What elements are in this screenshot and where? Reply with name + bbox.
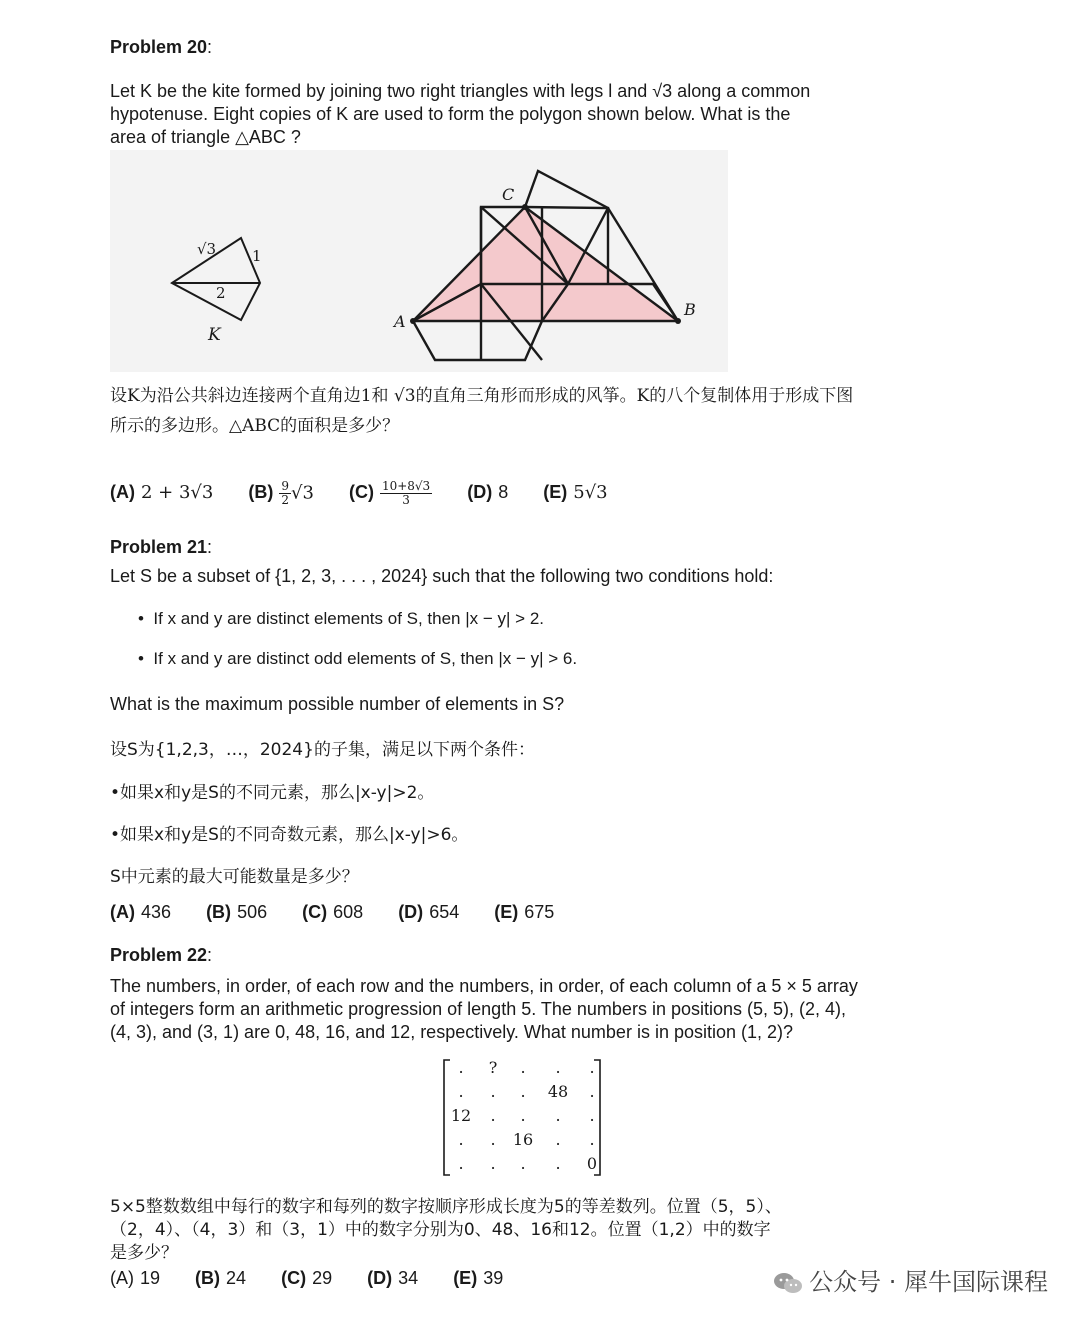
point-c bbox=[522, 204, 528, 210]
point-a bbox=[410, 318, 416, 324]
choice-d: (D) 34 bbox=[367, 1268, 419, 1288]
matrix-cell: . bbox=[555, 1106, 561, 1125]
matrix-cell: . bbox=[458, 1130, 464, 1149]
choice-d: (D) 8 bbox=[467, 482, 509, 503]
problem-20-choices bbox=[110, 480, 638, 507]
problem-21-title: Problem 21: bbox=[110, 537, 213, 557]
choice-d: (D) 654 bbox=[398, 902, 460, 922]
choice-b: (B) $\frac{9}{2}$ √3 bbox=[248, 479, 314, 507]
matrix-cell: . bbox=[589, 1106, 595, 1125]
matrix-cell: . bbox=[490, 1106, 496, 1125]
choice-e: (E) 675 bbox=[494, 902, 555, 922]
problem-22-zh-line-2: （2，4）、（4，3）和（3，1）中的数字分别为0、48、16和12。位置（1,2）中的数字 bbox=[110, 1220, 771, 1240]
problem-20-line-2: hypotenuse. Eight copies of K are used to form the polygon shown below. What is the bbox=[110, 104, 791, 124]
problem-21-bullet-1: • If x and y are distinct elements of S, then |x − y| > 2. bbox=[138, 609, 544, 628]
problem-21-choices bbox=[110, 902, 584, 923]
wechat-icon bbox=[773, 1271, 803, 1295]
matrix-cell: . bbox=[589, 1058, 595, 1077]
matrix-cell: ? bbox=[488, 1058, 498, 1077]
choice-b: (B) 24 bbox=[195, 1268, 247, 1288]
label-b: B bbox=[684, 300, 696, 319]
matrix-cell: 0 bbox=[586, 1154, 598, 1173]
choice-c: (C) $\frac{10+8√3}{3}$ bbox=[348, 479, 431, 507]
problem-22-zh-line-3: 是多少？ bbox=[110, 1243, 178, 1263]
matrix-cell: . bbox=[520, 1058, 526, 1077]
matrix-cell: . bbox=[490, 1154, 496, 1173]
problem-22-text bbox=[110, 975, 920, 1044]
problem-22-zh bbox=[110, 1196, 930, 1265]
matrix-cell: . bbox=[490, 1082, 496, 1101]
matrix-cell: . bbox=[458, 1058, 464, 1077]
matrix-cell: 16 bbox=[512, 1130, 534, 1149]
matrix-cell: . bbox=[458, 1154, 464, 1173]
problem-22-matrix bbox=[440, 1058, 610, 1178]
kite-label-K: K bbox=[208, 325, 221, 345]
problem-20-title: Problem 20: bbox=[110, 37, 213, 57]
matrix-cell: . bbox=[458, 1082, 464, 1101]
problem-20-line-3: area of triangle △ABC ? bbox=[110, 127, 301, 147]
label-a: A bbox=[394, 312, 406, 331]
problem-21-zh-question: S中元素的最大可能数量是多少？ bbox=[110, 867, 359, 887]
problem-20-line-1: Let K be the kite formed by joining two right triangles with legs l and √3 along a common bbox=[110, 81, 811, 101]
choice-c: (C) 29 bbox=[281, 1268, 333, 1288]
choice-c: (C) 608 bbox=[302, 902, 364, 922]
matrix-cell: . bbox=[520, 1082, 526, 1101]
matrix-cell: . bbox=[555, 1130, 561, 1149]
problem-22-line-3: (4, 3), and (3, 1) are 0, 48, 16, and 12, respectively. What number is in position (1, 2)? bbox=[110, 1022, 794, 1042]
kite-polygon bbox=[413, 171, 678, 360]
problem-20-figure bbox=[110, 150, 728, 372]
problem-22-zh-line-1: 5×5整数数组中每行的数字和每列的数字按顺序形成长度为5的等差数列。位置（5，5）、 bbox=[110, 1197, 782, 1217]
matrix-cell: . bbox=[490, 1130, 496, 1149]
label-c: C bbox=[502, 185, 515, 204]
problem-22-title: Problem 22: bbox=[110, 945, 213, 965]
kite-label-sqrt3: √3 bbox=[197, 240, 217, 258]
matrix-cell: . bbox=[589, 1082, 595, 1101]
problem-20-zh-line-2: 所示的多边形。△ABC的面积是多少？ bbox=[110, 416, 400, 436]
matrix-cell: . bbox=[589, 1130, 595, 1149]
kite-label-1: 1 bbox=[252, 247, 262, 265]
matrix-cell: 48 bbox=[547, 1082, 569, 1101]
kite-label-2: 2 bbox=[216, 284, 226, 302]
problem-20-text bbox=[110, 80, 920, 149]
problem-20-zh-line-1: 设K为沿公共斜边连接两个直角边1和 √3的直角三角形而形成的风筝。K的八个复制体用于形成下图 bbox=[110, 386, 854, 406]
choice-e: (E) 5√3 bbox=[543, 482, 608, 504]
problem-22-line-1: The numbers, in order, of each row and the numbers, in order, of each column of a 5 × 5 array bbox=[110, 976, 858, 996]
problem-21-bullet-2: • If x and y are distinct odd elements of S, then |x − y| > 6. bbox=[138, 649, 578, 668]
problem-22-choices bbox=[110, 1268, 533, 1289]
problem-21-zh-bullet-2: •如果x和y是S的不同奇数元素，那么|x-y|>6。 bbox=[110, 825, 469, 845]
problem-21-zh-intro: 设S为{1,2,3，…，2024}的子集，满足以下两个条件： bbox=[110, 740, 535, 760]
problem-20-zh bbox=[110, 381, 930, 441]
choice-a: (A) 2 + 3√3 bbox=[110, 482, 214, 504]
choice-a: (A) 19 bbox=[110, 1268, 161, 1288]
point-b bbox=[675, 318, 681, 324]
choice-a: (A) 436 bbox=[110, 902, 172, 922]
matrix-cell: . bbox=[520, 1106, 526, 1125]
choice-e: (E) 39 bbox=[453, 1268, 504, 1288]
kite-polygon-diagram bbox=[110, 150, 728, 372]
matrix-cell: . bbox=[520, 1154, 526, 1173]
problem-21-intro: Let S be a subset of {1, 2, 3, . . . , 2024} such that the following two conditions hold: bbox=[110, 566, 774, 586]
matrix-cell: . bbox=[555, 1154, 561, 1173]
matrix-cell: 12 bbox=[450, 1106, 472, 1125]
matrix-cell: . bbox=[555, 1058, 561, 1077]
problem-21-zh-bullet-1: •如果x和y是S的不同元素，那么|x-y|>2。 bbox=[110, 783, 435, 803]
choice-b: (B) 506 bbox=[206, 902, 268, 922]
problem-22-line-2: of integers form an arithmetic progression of length 5. The numbers in positions (5, 5), (2, 4), bbox=[110, 999, 847, 1019]
watermark: 公众号 · 犀牛国际课程 bbox=[773, 1262, 1048, 1297]
problem-21-question: What is the maximum possible number of elements in S? bbox=[110, 694, 565, 714]
